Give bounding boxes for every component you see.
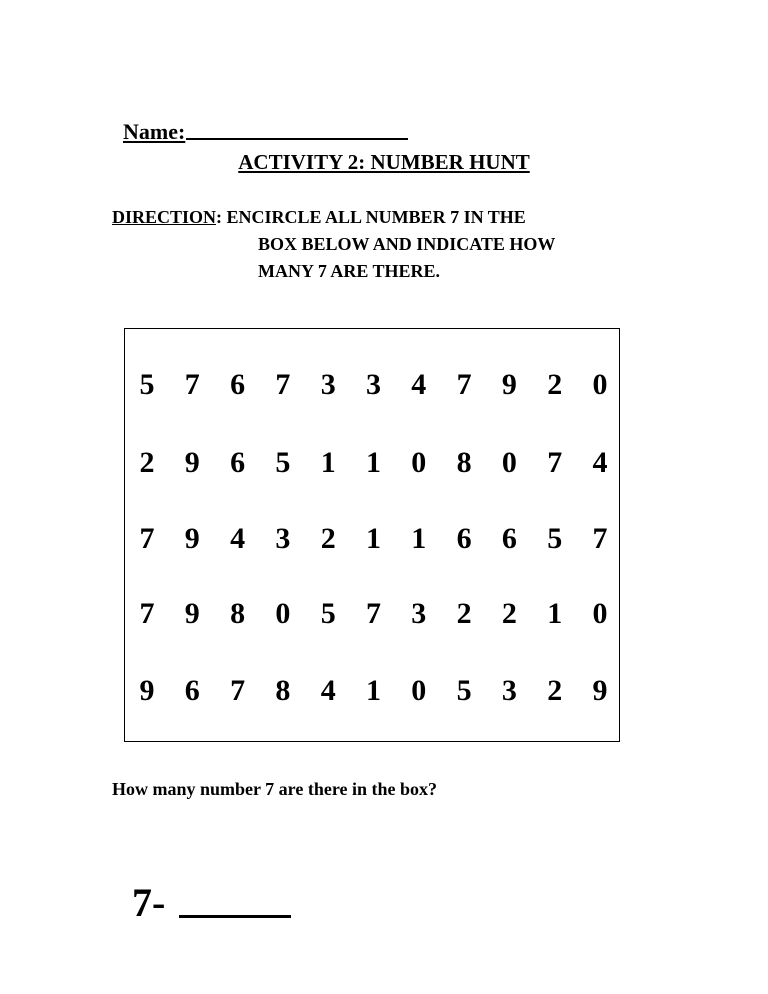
grid-number[interactable]: 8 bbox=[230, 597, 246, 630]
grid-number[interactable]: 9 bbox=[184, 522, 200, 555]
direction-line-3: MANY 7 ARE THERE. bbox=[258, 261, 441, 281]
grid-row bbox=[125, 443, 619, 483]
grid-number[interactable]: 6 bbox=[184, 674, 200, 707]
grid-number[interactable]: 1 bbox=[366, 674, 381, 707]
grid-number[interactable]: 8 bbox=[275, 674, 291, 707]
grid-number[interactable]: 9 bbox=[184, 597, 200, 630]
grid-number[interactable]: 7 bbox=[547, 446, 563, 479]
grid-number[interactable]: 6 bbox=[501, 522, 517, 555]
grid-number[interactable]: 2 bbox=[547, 674, 563, 707]
grid-number[interactable]: 2 bbox=[320, 522, 336, 555]
answer-line bbox=[112, 834, 291, 926]
direction-label: DIRECTION bbox=[112, 207, 217, 227]
grid-number[interactable]: 1 bbox=[366, 446, 381, 479]
grid-number[interactable]: 9 bbox=[501, 368, 517, 401]
grid-number[interactable]: 3 bbox=[366, 368, 381, 401]
grid-number[interactable]: 5 bbox=[547, 522, 563, 555]
grid-number[interactable]: 4 bbox=[320, 674, 336, 707]
grid-number[interactable]: 9 bbox=[592, 674, 608, 707]
grid-number[interactable]: 7 bbox=[230, 674, 246, 707]
grid-number[interactable]: 6 bbox=[230, 446, 246, 479]
direction-text-1: : ENCIRCLE ALL NUMBER 7 IN THE bbox=[216, 207, 526, 227]
grid-number[interactable]: 6 bbox=[456, 522, 472, 555]
grid-number[interactable]: 7 bbox=[366, 597, 381, 630]
direction-block bbox=[112, 204, 555, 285]
question-text: How many number 7 are there in the box? bbox=[112, 779, 438, 799]
grid-row bbox=[125, 365, 619, 405]
grid-number[interactable]: 9 bbox=[184, 446, 200, 479]
answer-prefix: 7- bbox=[132, 880, 166, 925]
grid-number[interactable]: 6 bbox=[230, 368, 246, 401]
grid-row bbox=[125, 594, 619, 634]
activity-title: ACTIVITY 2: NUMBER HUNT bbox=[238, 150, 530, 174]
grid-number[interactable]: 0 bbox=[501, 446, 517, 479]
grid-number[interactable]: 3 bbox=[320, 368, 336, 401]
grid-number[interactable]: 7 bbox=[184, 368, 200, 401]
grid-row bbox=[125, 671, 619, 711]
grid-number[interactable]: 1 bbox=[547, 597, 563, 630]
name-line bbox=[112, 90, 408, 146]
grid-number[interactable]: 0 bbox=[592, 597, 608, 630]
grid-number[interactable]: 0 bbox=[275, 597, 291, 630]
grid-number[interactable]: 1 bbox=[411, 522, 427, 555]
grid-number[interactable]: 7 bbox=[456, 368, 472, 401]
grid-number[interactable]: 2 bbox=[139, 446, 155, 479]
grid-number[interactable]: 0 bbox=[411, 446, 427, 479]
grid-number[interactable]: 4 bbox=[592, 446, 608, 479]
grid-number[interactable]: 0 bbox=[411, 674, 427, 707]
grid-number[interactable]: 9 bbox=[139, 674, 155, 707]
grid-number[interactable]: 1 bbox=[366, 522, 381, 555]
direction-line-1 bbox=[112, 204, 555, 231]
answer-blank-line[interactable] bbox=[179, 913, 291, 918]
grid-number[interactable]: 3 bbox=[501, 674, 517, 707]
grid-number[interactable]: 5 bbox=[139, 368, 155, 401]
grid-number[interactable]: 2 bbox=[456, 597, 472, 630]
grid-row bbox=[125, 519, 619, 559]
grid-number[interactable]: 1 bbox=[320, 446, 336, 479]
grid-number[interactable]: 0 bbox=[592, 368, 608, 401]
grid-number[interactable]: 3 bbox=[275, 522, 291, 555]
number-grid-box bbox=[124, 328, 620, 742]
grid-number[interactable]: 7 bbox=[139, 522, 155, 555]
grid-number[interactable]: 5 bbox=[275, 446, 291, 479]
grid-number[interactable]: 2 bbox=[547, 368, 563, 401]
grid-number[interactable]: 7 bbox=[139, 597, 155, 630]
grid-number[interactable]: 2 bbox=[501, 597, 517, 630]
grid-number[interactable]: 5 bbox=[320, 597, 336, 630]
grid-number[interactable]: 5 bbox=[456, 674, 472, 707]
name-blank-line[interactable] bbox=[186, 136, 408, 140]
grid-number[interactable]: 7 bbox=[592, 522, 608, 555]
grid-number[interactable]: 8 bbox=[456, 446, 472, 479]
grid-number[interactable]: 4 bbox=[411, 368, 427, 401]
grid-number[interactable]: 4 bbox=[230, 522, 246, 555]
grid-number[interactable]: 7 bbox=[275, 368, 291, 401]
direction-line-2: BOX BELOW AND INDICATE HOW bbox=[258, 234, 556, 254]
name-label: Name: bbox=[123, 119, 186, 144]
grid-number[interactable]: 3 bbox=[411, 597, 427, 630]
